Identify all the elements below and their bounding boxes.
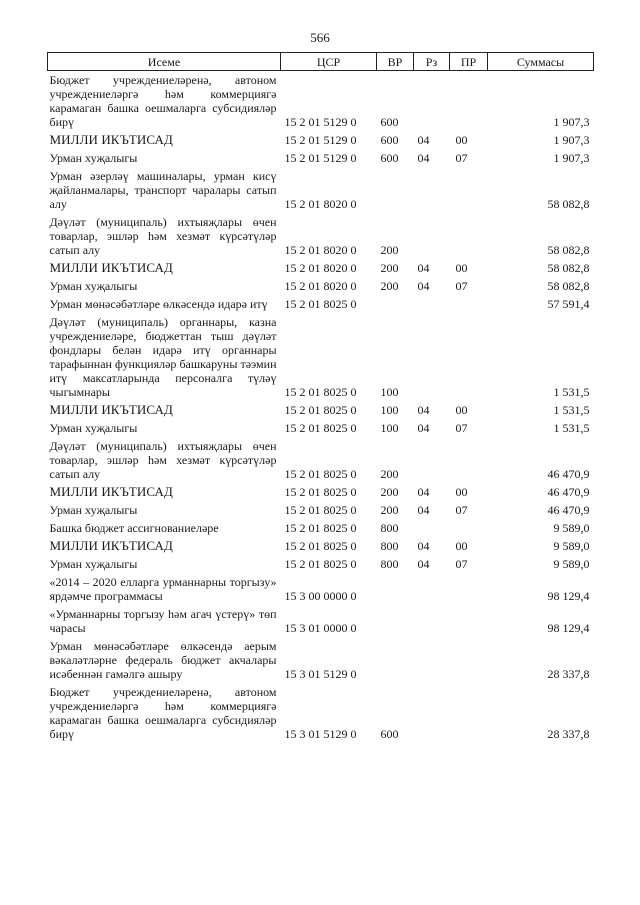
cell-rz: 04 [417, 151, 430, 165]
table-row [48, 259, 594, 277]
cell-csr: 15 2 01 5129 0 [284, 133, 357, 147]
cell-pr [450, 519, 488, 537]
cell-pr [450, 295, 488, 313]
cell-name: Урман хуҗалыгы [49, 151, 138, 165]
cell-vr [377, 573, 414, 605]
table-row [48, 483, 594, 501]
cell-name: Бюджет учреждениеләренә, автоном учреждениеләргә һәм коммерциягә карамаган башка оешмаларга субсидияләр бирү [49, 685, 277, 741]
cell-vr: 200 [380, 261, 399, 275]
table-row [48, 683, 594, 743]
cell-rz [414, 71, 450, 132]
cell-vr: 200 [380, 467, 399, 481]
cell-rz: 04 [417, 279, 430, 293]
cell-sum: 98 129,4 [547, 621, 590, 635]
cell-pr [450, 167, 488, 213]
cell-rz [414, 637, 450, 683]
cell-name: Дәүләт (муниципаль) органнары, казна учреждениеләре, бюджеттан тыш дәүләт фондлары белән идарә итү органнары тарафыннан функцияләр башкаруны тәэмин итү максатларында персоналга түләү чыгымнары [49, 315, 277, 399]
cell-rz [414, 213, 450, 259]
table-row [48, 501, 594, 519]
cell-sum: 98 129,4 [547, 589, 590, 603]
cell-name: Урман хуҗалыгы [49, 279, 138, 293]
cell-vr: 200 [380, 243, 399, 257]
table-row [48, 295, 594, 313]
cell-rz: 04 [417, 133, 430, 147]
cell-sum: 1 531,5 [553, 385, 590, 399]
cell-pr: 00 [455, 403, 468, 417]
cell-csr: 15 2 01 8020 0 [284, 197, 357, 211]
cell-sum: 46 470,9 [547, 467, 590, 481]
header-name: Исеме [48, 53, 281, 71]
cell-csr: 15 2 01 8020 0 [284, 243, 357, 257]
cell-rz [414, 573, 450, 605]
cell-sum: 1 907,3 [553, 133, 590, 147]
cell-vr: 800 [380, 521, 399, 535]
cell-name: Башка бюджет ассигнованиеләре [49, 521, 219, 535]
table-row [48, 537, 594, 555]
cell-csr: 15 2 01 8025 0 [284, 385, 357, 399]
cell-csr: 15 2 01 8025 0 [284, 421, 357, 435]
table-row [48, 437, 594, 483]
table-row [48, 131, 594, 149]
cell-sum: 46 470,9 [547, 485, 590, 499]
table-row [48, 401, 594, 419]
cell-vr: 100 [380, 403, 399, 417]
cell-vr: 600 [380, 151, 399, 165]
cell-sum: 1 907,3 [553, 115, 590, 129]
cell-sum: 58 082,8 [547, 197, 590, 211]
cell-vr: 100 [380, 421, 399, 435]
cell-name: Урман хуҗалыгы [49, 421, 138, 435]
header-vr: ВР [377, 53, 414, 71]
cell-sum: 28 337,8 [547, 727, 590, 741]
cell-csr: 15 2 01 8025 0 [284, 485, 357, 499]
cell-csr: 15 2 01 5129 0 [284, 115, 357, 129]
cell-vr: 600 [380, 133, 399, 147]
cell-csr: 15 2 01 8025 0 [284, 467, 357, 481]
cell-name: МИЛЛИ ИКЪТИСАД [49, 484, 173, 499]
cell-name: Бюджет учреждениеләренә, автоном учреждениеләргә һәм коммерциягә карамаган башка оешмаларга субсидияләр бирү [49, 73, 277, 129]
cell-rz [414, 605, 450, 637]
cell-name: МИЛЛИ ИКЪТИСАД [49, 260, 173, 275]
cell-csr: 15 2 01 8025 0 [284, 521, 357, 535]
cell-pr [450, 437, 488, 483]
table-row [48, 555, 594, 573]
cell-csr: 15 2 01 8020 0 [284, 279, 357, 293]
cell-name: Урман хуҗалыгы [49, 503, 138, 517]
table-row [48, 167, 594, 213]
cell-pr: 07 [455, 557, 468, 571]
cell-rz: 04 [417, 485, 430, 499]
table-row [48, 637, 594, 683]
cell-csr: 15 2 01 8025 0 [284, 539, 357, 553]
cell-sum: 9 589,0 [553, 539, 590, 553]
cell-rz [414, 313, 450, 401]
cell-sum: 28 337,8 [547, 667, 590, 681]
cell-name: Дәүләт (муниципаль) ихтыяҗлары өчен товарлар, эшләр һәм хезмәт күрсәтүләр сатып алу [49, 439, 277, 481]
cell-csr: 15 2 01 8025 0 [284, 503, 357, 517]
cell-pr: 00 [455, 261, 468, 275]
cell-pr: 07 [455, 279, 468, 293]
cell-vr: 200 [380, 503, 399, 517]
cell-vr [377, 605, 414, 637]
cell-pr: 07 [455, 421, 468, 435]
cell-rz: 04 [417, 261, 430, 275]
cell-sum: 1 531,5 [553, 403, 590, 417]
cell-vr: 800 [380, 557, 399, 571]
table-row [48, 419, 594, 437]
table-row [48, 519, 594, 537]
header-sum: Суммасы [488, 53, 594, 71]
table-row [48, 277, 594, 295]
table-row [48, 573, 594, 605]
table-header [48, 53, 594, 71]
header-rz: Рз [414, 53, 450, 71]
cell-vr [377, 637, 414, 683]
cell-pr: 00 [455, 539, 468, 553]
cell-pr [450, 573, 488, 605]
cell-name: Урман мөнәсәбәтләре өлкәсендә аерым вәкаләтләрне федераль бюджет акчалары исәбеннән гамәлгә ашыру [49, 639, 277, 681]
cell-csr: 15 2 01 8025 0 [284, 557, 357, 571]
cell-csr: 15 2 01 5129 0 [284, 151, 357, 165]
cell-name: Урман хуҗалыгы [49, 557, 138, 571]
cell-name: МИЛЛИ ИКЪТИСАД [49, 538, 173, 553]
cell-vr [377, 295, 414, 313]
header-csr: ЦСР [281, 53, 377, 71]
cell-pr: 07 [455, 503, 468, 517]
table-row [48, 313, 594, 401]
cell-rz [414, 437, 450, 483]
cell-vr: 600 [380, 727, 399, 741]
cell-rz [414, 519, 450, 537]
cell-sum: 46 470,9 [547, 503, 590, 517]
cell-vr: 800 [380, 539, 399, 553]
cell-rz: 04 [417, 557, 430, 571]
cell-csr: 15 3 01 5129 0 [284, 727, 357, 741]
cell-name: МИЛЛИ ИКЪТИСАД [49, 132, 173, 147]
header-pr: ПР [450, 53, 488, 71]
cell-csr: 15 2 01 8025 0 [284, 403, 357, 417]
table-row [48, 149, 594, 167]
cell-pr: 00 [455, 485, 468, 499]
cell-vr: 600 [380, 115, 399, 129]
cell-pr: 07 [455, 151, 468, 165]
cell-pr [450, 605, 488, 637]
cell-pr [450, 213, 488, 259]
cell-name: Урман әзерләү машиналары, урман кисү җайланмалары, транспорт чаралары сатып алу [49, 169, 277, 211]
cell-csr: 15 2 01 8025 0 [284, 297, 357, 311]
cell-name: МИЛЛИ ИКЪТИСАД [49, 402, 173, 417]
cell-name: Урман мөнәсәбәтләре өлкәсендә идарә итү [49, 297, 268, 311]
cell-rz: 04 [417, 403, 430, 417]
cell-rz [414, 295, 450, 313]
cell-csr: 15 3 01 5129 0 [284, 667, 357, 681]
page-number: 566 [310, 30, 330, 45]
cell-name: «2014 – 2020 елларга урманнарны торгызу» ярдәмче программасы [49, 575, 277, 603]
cell-sum: 1 907,3 [553, 151, 590, 165]
cell-sum: 9 589,0 [553, 557, 590, 571]
cell-vr: 100 [380, 385, 399, 399]
cell-pr [450, 313, 488, 401]
cell-rz: 04 [417, 503, 430, 517]
table-row [48, 213, 594, 259]
cell-vr: 200 [380, 279, 399, 293]
cell-vr: 200 [380, 485, 399, 499]
cell-sum: 1 531,5 [553, 421, 590, 435]
cell-pr [450, 71, 488, 132]
table-row [48, 605, 594, 637]
cell-pr: 00 [455, 133, 468, 147]
cell-sum: 58 082,8 [547, 279, 590, 293]
cell-name: Дәүләт (муниципаль) ихтыяҗлары өчен товарлар, эшләр һәм хезмәт күрсәтүләр сатып алу [49, 215, 277, 257]
cell-sum: 58 082,8 [547, 261, 590, 275]
cell-name: «Урманнарны торгызу һәм агач үстерү» төп чарасы [49, 607, 277, 635]
cell-vr [377, 167, 414, 213]
cell-sum: 9 589,0 [553, 521, 590, 535]
cell-sum: 57 591,4 [547, 297, 590, 311]
cell-sum: 58 082,8 [547, 243, 590, 257]
cell-pr [450, 637, 488, 683]
cell-rz: 04 [417, 421, 430, 435]
cell-rz: 04 [417, 539, 430, 553]
cell-csr: 15 2 01 8020 0 [284, 261, 357, 275]
table-body [48, 71, 594, 744]
cell-rz [414, 683, 450, 743]
cell-csr: 15 3 00 0000 0 [284, 589, 357, 603]
cell-rz [414, 167, 450, 213]
cell-csr: 15 3 01 0000 0 [284, 621, 357, 635]
table-row [48, 71, 594, 132]
budget-table [47, 52, 594, 743]
cell-pr [450, 683, 488, 743]
